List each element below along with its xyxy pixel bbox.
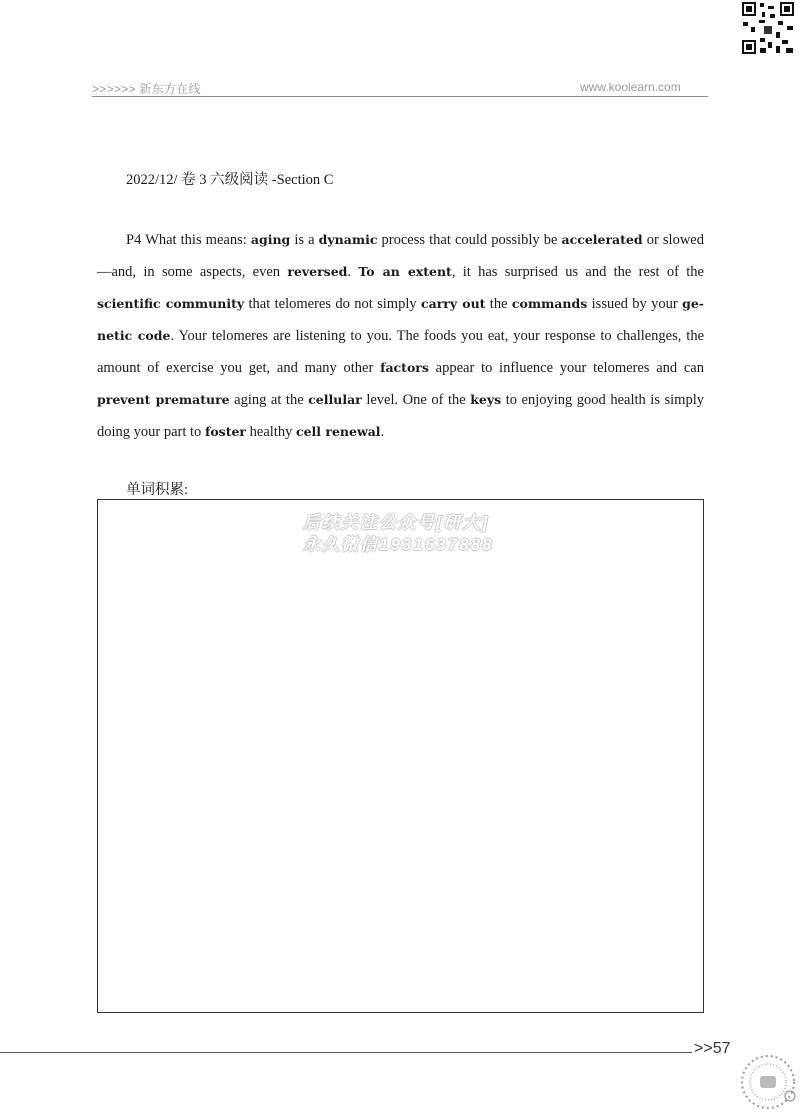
passage-text: . — [347, 264, 359, 280]
section-title: 2022/12/ 卷 3 六级阅读 -Section C — [126, 172, 334, 188]
passage-text: that telomeres do not simply — [244, 296, 421, 312]
circular-stamp-icon — [738, 1052, 798, 1112]
key-term: factors — [380, 360, 429, 375]
page-number: >>57 — [694, 1040, 731, 1057]
key-term: accelerated — [561, 232, 643, 247]
passage-text: . — [380, 424, 385, 440]
key-term: foster — [204, 424, 247, 439]
vocab-notes-box — [97, 499, 704, 1013]
passage-text: . Your telomeres are listening to you. The foods you eat, your response to challenges, the amount of exercise you get, and many other — [97, 328, 705, 376]
passage-text: , it has surprised us and the rest of the — [451, 264, 704, 280]
key-term: dynamic — [318, 232, 378, 247]
header-divider — [92, 96, 708, 97]
header-website: www.koolearn.com — [580, 80, 681, 94]
qr-code-icon — [740, 0, 796, 56]
reading-passage — [97, 224, 704, 448]
vocab-label: 单词积累: — [126, 482, 189, 498]
passage-text: the — [485, 296, 512, 312]
watermark — [303, 512, 494, 556]
watermark-line-1: 后续关注公众号[研大] — [303, 513, 490, 532]
key-term: reversed — [287, 264, 348, 279]
key-term: cell renewal — [295, 424, 381, 439]
passage-text: is a — [290, 232, 319, 248]
passage-text: healthy — [246, 424, 296, 440]
key-term: commands — [511, 296, 588, 311]
key-term: keys — [470, 392, 502, 407]
key-term: To an extent — [358, 264, 452, 279]
passage-text: aging at the — [229, 392, 309, 408]
key-term: ge-netic code — [97, 296, 704, 343]
key-term: scientific community — [97, 296, 245, 311]
key-term: prevent premature — [97, 392, 230, 407]
passage-text: level. One of the — [361, 392, 471, 408]
passage-text: appear to influence your telomeres and can — [428, 360, 704, 376]
passage-text: or slowed—and, in some aspects, even — [97, 232, 704, 280]
key-term: carry out — [420, 296, 486, 311]
footer-divider — [0, 1052, 692, 1053]
passage-text: process that could possibly be — [377, 232, 562, 248]
passage-text: issued by your — [587, 296, 683, 312]
passage-text: P4 What this means: — [126, 232, 251, 248]
watermark-line-2: 永久微信1931637888 — [303, 535, 494, 554]
passage-text: to enjoying good health is simply doing your part to — [97, 392, 704, 440]
key-term: aging — [250, 232, 291, 247]
header-brand: >>>>>> 新东方在线 — [92, 82, 201, 96]
key-term: cellular — [308, 392, 362, 407]
